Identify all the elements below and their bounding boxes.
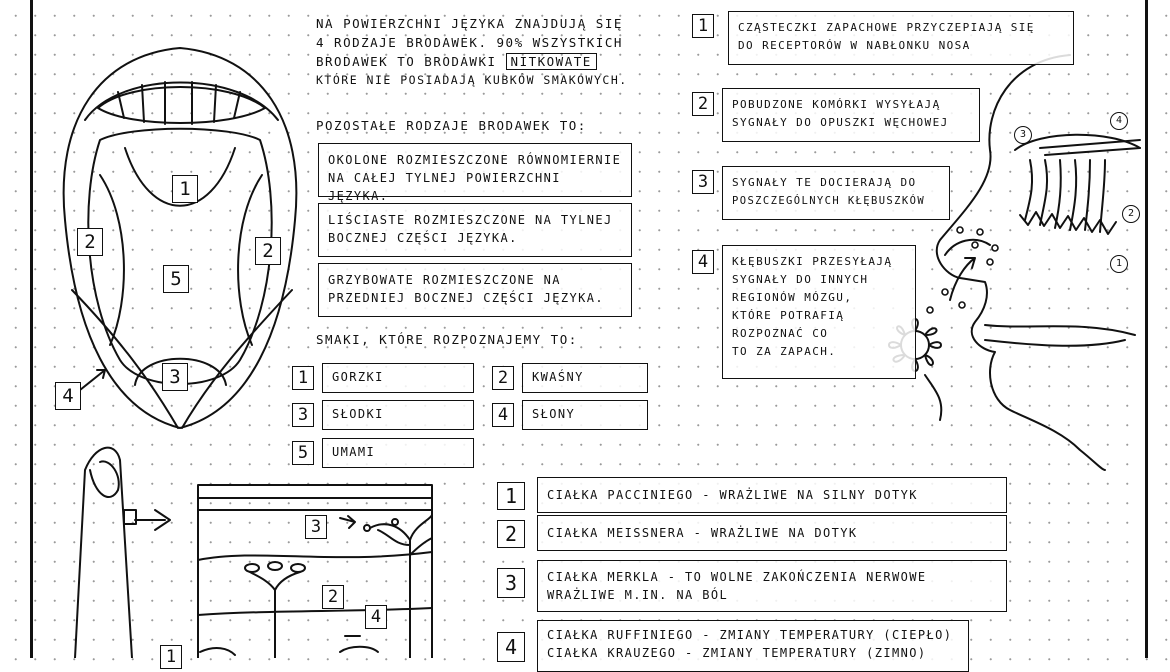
- skin-label-2: 2: [322, 585, 344, 609]
- receptor-merkla: [537, 560, 1007, 612]
- nose-label-1: 1: [1110, 255, 1128, 273]
- taste-label-gorzki: GORZKI: [332, 370, 384, 384]
- papilla-2-line-2: BOCZNEJ CZĘŚCI JĘZYKA.: [328, 231, 518, 245]
- pacinian-arrow: [200, 648, 235, 655]
- receptor-ruffiniego-krauzego: [537, 620, 969, 672]
- finger-arrow: [135, 510, 170, 530]
- intro-line-3-prefix: BRODAWEK TO BRODAWKI: [316, 54, 497, 69]
- taste-num-1: 1: [292, 366, 314, 390]
- receptor-num-1: 1: [497, 482, 525, 510]
- receptor-3-line-2: WRAŻLIWE M.IN. NA BÓL: [547, 588, 729, 602]
- taste-num-4: 4: [492, 403, 514, 427]
- smell-step-4-line-4: KTÓRE POTRAFIĄ: [732, 309, 845, 322]
- papilla-3-line-2: PRZEDNIEJ BOCZNEJ CZĘŚCI JĘZYKA.: [328, 291, 604, 305]
- receptor-num-4: 4: [497, 632, 525, 662]
- skin-label-1: 1: [160, 645, 182, 669]
- nose-label-2: 2: [1122, 205, 1140, 223]
- nose-label-4: 4: [1110, 112, 1128, 130]
- taste-label-slodki: SŁODKI: [332, 407, 384, 421]
- tongue-cross-line-1: [72, 290, 178, 428]
- receptor-num-3: 3: [497, 568, 525, 598]
- merkel-nerve: [370, 515, 432, 658]
- zone-4-pointer: [80, 370, 105, 390]
- tongue-label-5: 5: [163, 265, 189, 293]
- nose-label-3: 3: [1014, 126, 1032, 144]
- intro-line-3: [316, 52, 666, 71]
- tongue-label-4: 4: [55, 382, 81, 410]
- smell-step-4-line-2: SYGNAŁY DO INNYCH: [732, 273, 869, 286]
- skin-label-4: 4: [365, 605, 387, 629]
- receptor-1-line-1: CIAŁKA PACCINIEGO - WRAŻLIWE NA SILNY DOTYK: [547, 488, 918, 502]
- smell-step-1: [728, 11, 1074, 65]
- smell-step-num-2: 2: [692, 92, 714, 116]
- receptor-num-2: 2: [497, 520, 525, 548]
- intro-line-4: KTÓRE NIE POSIADAJĄ KUBKÓW SMAKOWYCH.: [316, 73, 628, 87]
- papilla-box-lisciaste: [318, 203, 632, 257]
- smell-step-4-line-5: ROZPOZNAĆ CO: [732, 327, 829, 340]
- smell-step-2-line-2: SYGNAŁY DO OPUSZKI WĘCHOWEJ: [732, 116, 949, 129]
- tongue-outline: [88, 129, 271, 384]
- taste-box-slodki: [322, 400, 474, 430]
- skin-section: [198, 485, 432, 658]
- nostril-outline: [945, 240, 990, 255]
- taste-label-umami: UMAMI: [332, 445, 376, 459]
- smell-step-1-line-2: DO RECEPTORÓW W NABŁONKU NOSA: [738, 39, 971, 52]
- taste-box-umami: [322, 438, 474, 468]
- meissner-corpuscle: [250, 572, 300, 658]
- taste-num-5: 5: [292, 441, 314, 465]
- lips: [985, 325, 1135, 346]
- receptor-3-line-1: CIAŁKA MERKLA - TO WOLNE ZAKOŃCZENIA NERWOWE: [547, 570, 927, 584]
- smell-step-4: [722, 245, 916, 379]
- tongue-label-2-left: 2: [77, 228, 103, 256]
- taste-num-3: 3: [292, 403, 314, 427]
- smell-step-4-line-1: KŁĘBUSZKI PRZESYŁAJĄ: [732, 255, 893, 268]
- smell-step-num-1: 1: [692, 14, 714, 38]
- smell-step-1-line-1: CZĄSTECZKI ZAPACHOWE PRZYCZEPIAJĄ SIĘ: [738, 21, 1035, 34]
- tongue-label-3: 3: [162, 363, 188, 391]
- zone-2-left-boundary: [100, 175, 124, 345]
- skin-label-3: 3: [305, 515, 327, 539]
- papilla-3-line-1: GRZYBOWATE ROZMIESZCZONE NA: [328, 273, 561, 287]
- receptor-4-line-1: CIAŁKA RUFFINIEGO - ZMIANY TEMPERATURY (CIEPŁO): [547, 628, 953, 642]
- smell-step-4-line-6: TO ZA ZAPACH.: [732, 345, 837, 358]
- intro-text: [316, 14, 666, 90]
- receptor-pacciniego: [537, 477, 1007, 513]
- tongue-label-1: 1: [172, 175, 198, 203]
- taste-label-kwasny: KWAŚNY: [532, 370, 584, 384]
- receptor-2-line-1: CIAŁKA MEISSNERA - WRAŻLIWE NA DOTYK: [547, 526, 858, 540]
- smell-step-num-4: 4: [692, 250, 714, 274]
- smell-step-num-3: 3: [692, 170, 714, 194]
- receptor-meissnera: [537, 515, 1007, 551]
- taste-num-2: 2: [492, 366, 514, 390]
- nitkowate-box: NITKOWATE: [506, 53, 597, 70]
- smell-step-3: [722, 166, 950, 220]
- taste-box-slony: [522, 400, 648, 430]
- tongue-label-2-right: 2: [255, 237, 281, 265]
- tastes-heading: SMAKI, KTÓRE ROZPOZNAJEMY TO:: [316, 332, 578, 347]
- smell-step-2-line-1: POBUDZONE KOMÓRKI WYSYŁAJĄ: [732, 98, 941, 111]
- receptor-4-line-2: CIAŁKA KRAUZEGO - ZMIANY TEMPERATURY (ZIMNO): [547, 646, 927, 660]
- taste-box-gorzki: [322, 363, 474, 393]
- other-types-heading: POZOSTAŁE RODZAJE BRODAWEK TO:: [316, 118, 587, 133]
- smell-step-3-line-2: POSZCZEGÓLNYCH KŁĘBUSZKÓW: [732, 195, 926, 207]
- taste-box-kwasny: [522, 363, 648, 393]
- tongue-cross-line-2: [182, 290, 292, 428]
- smell-step-2: [722, 88, 980, 142]
- taste-label-slony: SŁONY: [532, 407, 576, 421]
- papilla-box-grzybowate: [318, 263, 632, 317]
- intro-line-1: NA POWIERZCHNI JĘZYKA ZNAJDUJĄ SIĘ: [316, 16, 623, 31]
- smell-step-3-line-1: SYGNAŁY TE DOCIERAJĄ DO: [732, 176, 917, 189]
- papilla-1-line-1: OKOLONE ROZMIESZCZONE RÓWNOMIERNIE: [328, 153, 622, 167]
- intro-line-2: 4 RODZAJE BRODAWEK. 90% WSZYSTKICH: [316, 35, 623, 50]
- papilla-box-okolone: [318, 143, 632, 203]
- papilla-1-line-2: NA CAŁEJ TYLNEJ POWIERZCHNI JĘZYKA.: [328, 171, 561, 203]
- papilla-2-line-1: LIŚCIASTE ROZMIESZCZONE NA TYLNEJ: [328, 213, 613, 227]
- finger-illustration: [75, 448, 170, 658]
- smell-step-4-line-3: REGIONÓW MÓZGU,: [732, 291, 853, 304]
